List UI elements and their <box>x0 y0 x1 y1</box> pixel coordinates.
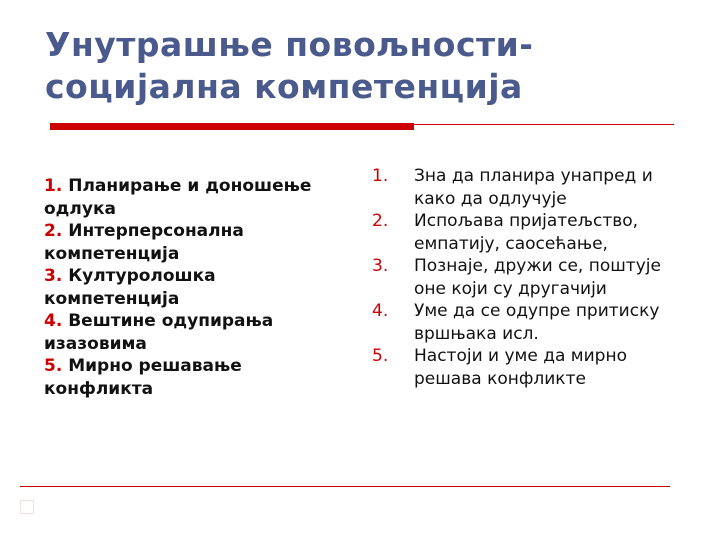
competency-number: 5. <box>44 356 63 376</box>
description-item <box>372 300 692 345</box>
description-item <box>372 345 692 390</box>
competency-number: 2. <box>44 221 63 241</box>
competency-number: 1. <box>44 176 63 196</box>
competency-item <box>44 310 334 355</box>
description-list <box>372 165 692 390</box>
competency-label: Вештине одупирања изазовима <box>44 311 274 354</box>
description-item <box>372 165 692 210</box>
competency-item <box>44 265 334 310</box>
description-item <box>372 210 692 255</box>
competency-label: Планирање и доношење одлука <box>44 176 312 219</box>
competency-item <box>44 175 334 220</box>
description-number: 4. <box>372 301 389 321</box>
description-number: 1. <box>372 166 389 186</box>
title-line-2: социјална компетенција <box>45 67 523 106</box>
competency-label: Интерперсонална компетенција <box>44 221 244 264</box>
description-number: 3. <box>372 256 389 276</box>
description-text: Уме да се одупре притиску вршњака исл. <box>414 301 660 344</box>
description-text: Зна да планира унапред и како да одлучује <box>414 166 653 209</box>
competency-item <box>44 355 334 400</box>
competency-label: Мирно решавање конфликта <box>44 356 242 399</box>
description-text: Познаје, дружи се, поштује оне који су другачији <box>414 256 661 299</box>
competency-number: 4. <box>44 311 63 331</box>
description-number: 5. <box>372 346 389 366</box>
title-line-1: Унутрашње повољности- <box>45 25 534 64</box>
title-underline-thick <box>50 123 414 130</box>
description-item <box>372 255 692 300</box>
description-text: Испољава пријатељство, емпатију, саосећање, <box>414 211 639 254</box>
description-text: Настоји и уме да мирно решава конфликте <box>414 346 627 389</box>
slide-title <box>45 24 685 108</box>
footer-marker <box>20 500 34 514</box>
description-number: 2. <box>372 211 389 231</box>
competency-label: Културолошка компетенција <box>44 266 216 309</box>
competency-list <box>44 175 334 400</box>
footer-rule <box>20 486 670 487</box>
competency-number: 3. <box>44 266 63 286</box>
competency-item <box>44 220 334 265</box>
